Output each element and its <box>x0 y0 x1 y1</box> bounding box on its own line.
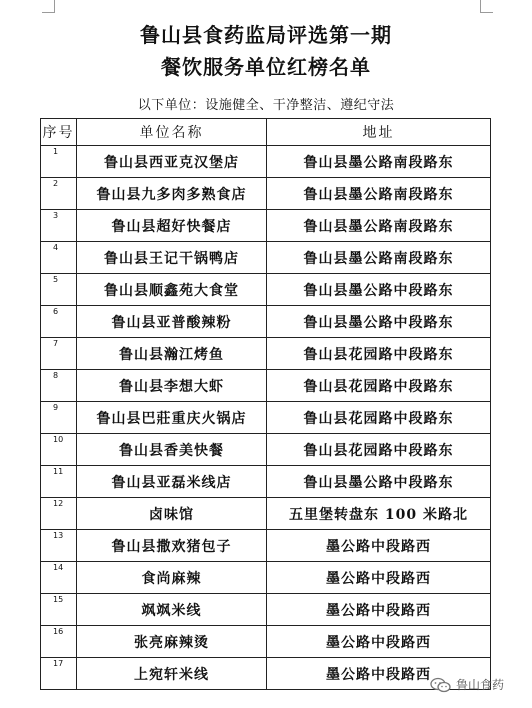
table-row <box>41 594 491 626</box>
address-cell: 鲁山县墨公路南段路东 <box>267 146 491 178</box>
address-cell: 墨公路中段路西 <box>267 530 491 562</box>
address-cell: 鲁山县花园路中段路东 <box>267 402 491 434</box>
unit-name-cell: 鲁山县九多肉多熟食店 <box>77 178 267 210</box>
table-row <box>41 338 491 370</box>
address-cell: 鲁山县花园路中段路东 <box>267 370 491 402</box>
address-cell: 墨公路中段路西 <box>267 562 491 594</box>
address-cell: 鲁山县墨公路南段路东 <box>267 242 491 274</box>
table-row <box>41 434 491 466</box>
unit-name-cell: 鲁山县瀚江烤鱼 <box>77 338 267 370</box>
row-number: 7 <box>41 338 77 370</box>
row-number: 12 <box>41 498 77 530</box>
row-number: 14 <box>41 562 77 594</box>
red-list-table <box>40 118 491 690</box>
page-corner-mark-right <box>480 0 493 13</box>
wechat-icon <box>430 677 452 693</box>
address-cell: 墨公路中段路西 <box>267 658 491 690</box>
row-number: 1 <box>41 146 77 178</box>
row-number: 8 <box>41 370 77 402</box>
document-title-line1: 鲁山县食药监局评选第一期 <box>140 23 392 47</box>
page-corner-mark-left <box>42 0 55 13</box>
table-row <box>41 466 491 498</box>
table-row <box>41 626 491 658</box>
address-cell: 五里堡转盘东 100 米路北 <box>267 498 491 530</box>
header-address: 地址 <box>267 119 491 146</box>
row-number: 9 <box>41 402 77 434</box>
watermark-text: 鲁山食药 <box>456 678 505 692</box>
table-row <box>41 562 491 594</box>
table-row <box>41 306 491 338</box>
row-number: 13 <box>41 530 77 562</box>
address-cell: 墨公路中段路西 <box>267 594 491 626</box>
row-number: 17 <box>41 658 77 690</box>
row-number: 5 <box>41 274 77 306</box>
document-title-line2: 餐饮服务单位红榜名单 <box>161 55 371 79</box>
unit-name-cell: 鲁山县亚普酸辣粉 <box>77 306 267 338</box>
table-row <box>41 210 491 242</box>
document-subtitle: 以下单位：设施健全、干净整洁、遵纪守法 <box>137 98 395 113</box>
unit-name-cell: 鲁山县巴莊重庆火锅店 <box>77 402 267 434</box>
address-cell: 鲁山县花园路中段路东 <box>267 338 491 370</box>
row-number: 6 <box>41 306 77 338</box>
address-cell: 墨公路中段路西 <box>267 626 491 658</box>
address-cell: 鲁山县墨公路中段路东 <box>267 466 491 498</box>
address-cell: 鲁山县墨公路中段路东 <box>267 306 491 338</box>
row-number: 10 <box>41 434 77 466</box>
unit-name-cell: 卤味馆 <box>77 498 267 530</box>
table-row <box>41 274 491 306</box>
unit-name-cell: 张亮麻辣烫 <box>77 626 267 658</box>
unit-name-cell: 鲁山县顺鑫苑大食堂 <box>77 274 267 306</box>
unit-name-cell: 飒飒米线 <box>77 594 267 626</box>
row-number: 4 <box>41 242 77 274</box>
unit-name-cell: 食尚麻辣 <box>77 562 267 594</box>
watermark <box>430 676 504 693</box>
row-number: 3 <box>41 210 77 242</box>
header-number: 序号 <box>41 119 77 146</box>
row-number: 11 <box>41 466 77 498</box>
address-cell: 鲁山县墨公路中段路东 <box>267 274 491 306</box>
table-row <box>41 242 491 274</box>
unit-name-cell: 上宛轩米线 <box>77 658 267 690</box>
row-number: 2 <box>41 178 77 210</box>
unit-name-cell: 鲁山县亚磊米线店 <box>77 466 267 498</box>
unit-name-cell: 鲁山县李想大虾 <box>77 370 267 402</box>
table-row <box>41 658 491 690</box>
unit-name-cell: 鲁山县撒欢猪包子 <box>77 530 267 562</box>
table-header-row <box>41 119 491 146</box>
table-row <box>41 370 491 402</box>
unit-name-cell: 鲁山县西亚克汉堡店 <box>77 146 267 178</box>
row-number: 15 <box>41 594 77 626</box>
address-cell: 鲁山县墨公路南段路东 <box>267 210 491 242</box>
table-row <box>41 530 491 562</box>
address-cell: 鲁山县花园路中段路东 <box>267 434 491 466</box>
unit-name-cell: 鲁山县超好快餐店 <box>77 210 267 242</box>
unit-name-cell: 鲁山县香美快餐 <box>77 434 267 466</box>
table-row <box>41 498 491 530</box>
unit-name-cell: 鲁山县王记干锅鸭店 <box>77 242 267 274</box>
row-number: 16 <box>41 626 77 658</box>
table-row <box>41 146 491 178</box>
header-unit-name: 单位名称 <box>77 119 267 146</box>
table-row <box>41 402 491 434</box>
table-row <box>41 178 491 210</box>
address-cell: 鲁山县墨公路南段路东 <box>267 178 491 210</box>
